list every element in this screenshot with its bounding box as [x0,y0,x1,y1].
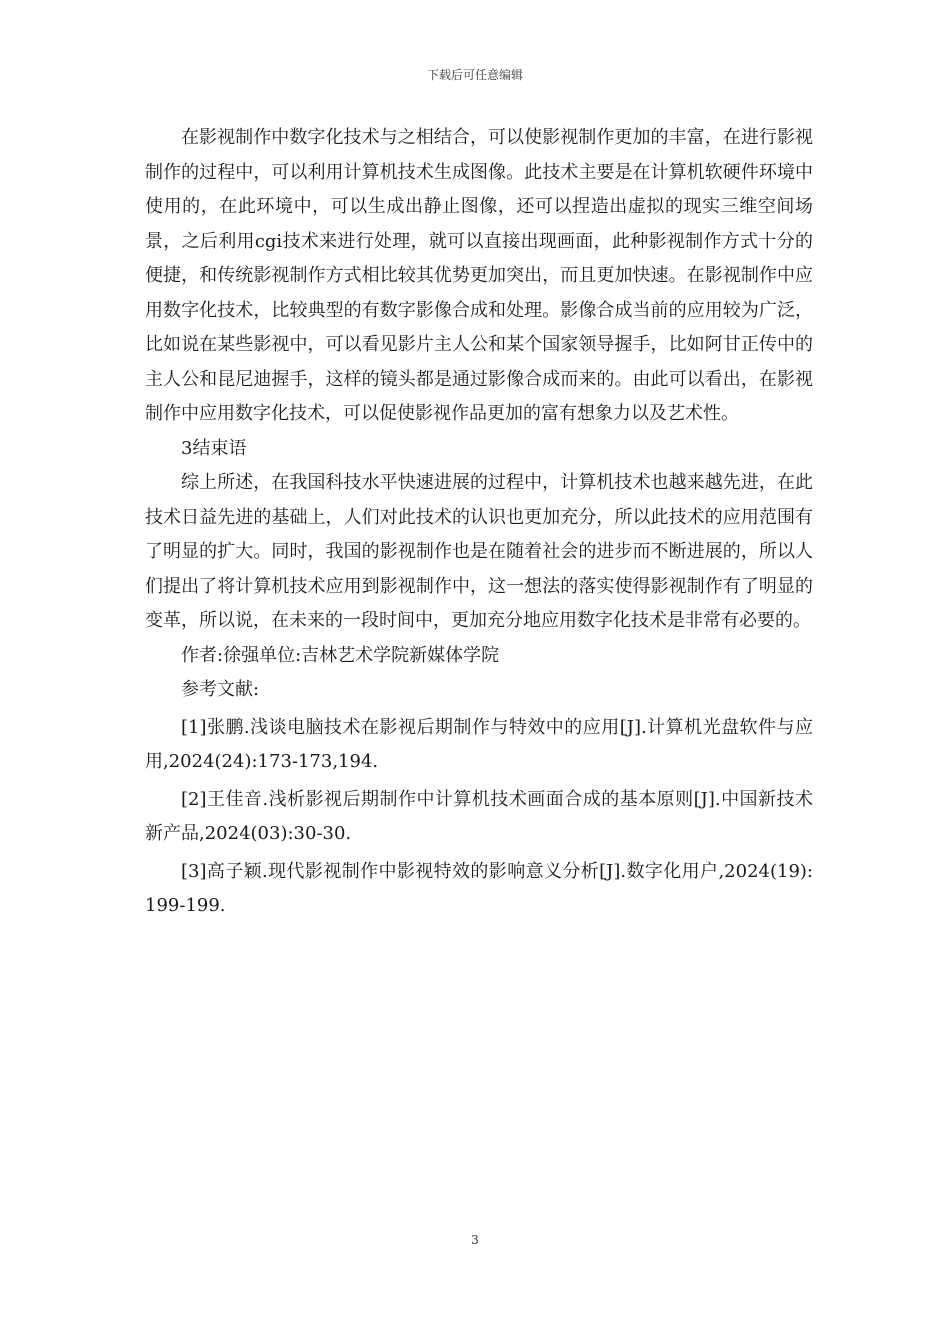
reference-item-3: [3]高子颖.现代影视制作中影视特效的影响意义分析[J].数字化用户,2024(19):199-199. [145,860,813,916]
references-heading: 参考文献: [181,679,260,700]
body-paragraph-2: 综上所述，在我国科技水平快速进展的过程中，计算机技术也越来越先进，在此技术日益先进的基础上，人们对此技术的认识也更加充分，所以此技术的应用范围有了明显的扩大。同时，我国的影视制作也是在随着社会的进步而不断进展的，所以人们提出了将计算机技术应用到影视制作中，这一想法的落实使得影视制作有了明显的变革，所以说，在未来的一段时间中，更加充分地应用数字化技术是非常有必要的。 [145,472,813,631]
page-header: 下载后可任意编辑 [426,68,523,82]
page-number: 3 [471,1233,479,1247]
section-heading-conclusion: 3结束语 [181,437,247,459]
document-body [145,121,813,924]
body-paragraph-1: 在影视制作中数字化技术与之相结合，可以使影视制作更加的丰富，在进行影视制作的过程中，可以利用计算机技术生成图像。此技术主要是在计算机软硬件环境中使用的，在此环境中，可以生成出静止图像，还可以捏造出虚拟的现实三维空间场景，之后利用cgi技术来进行处理，就可以直接出现画面，此种影视制作方式十分的便捷，和传统影视制作方式相比较其优势更加突出，而且更加快速。在影视制作中应用数字化技术，比较典型的有数字影像合成和处理。影像合成当前的应用较为广泛，比如说在某些影视中，可以看见影片主人公和某个国家领导握手，比如阿甘正传中的主人公和昆尼迪握手，这样的镜头都是通过影像合成而来的。由此可以看出，在影视制作中应用数字化技术，可以促使影视作品更加的富有想象力以及艺术性。 [145,127,813,424]
author-line: 作者:徐强单位:吉林艺术学院新媒体学院 [181,644,500,666]
reference-item-2: [2]王佳音.浅析影视后期制作中计算机技术画面合成的基本原则[J].中国新技术新产品,2024(03):30-30. [145,788,813,844]
reference-item-1: [1]张鹏.浅谈电脑技术在影视后期制作与特效中的应用[J].计算机光盘软件与应用,2024(24):173-173,194. [145,716,813,772]
